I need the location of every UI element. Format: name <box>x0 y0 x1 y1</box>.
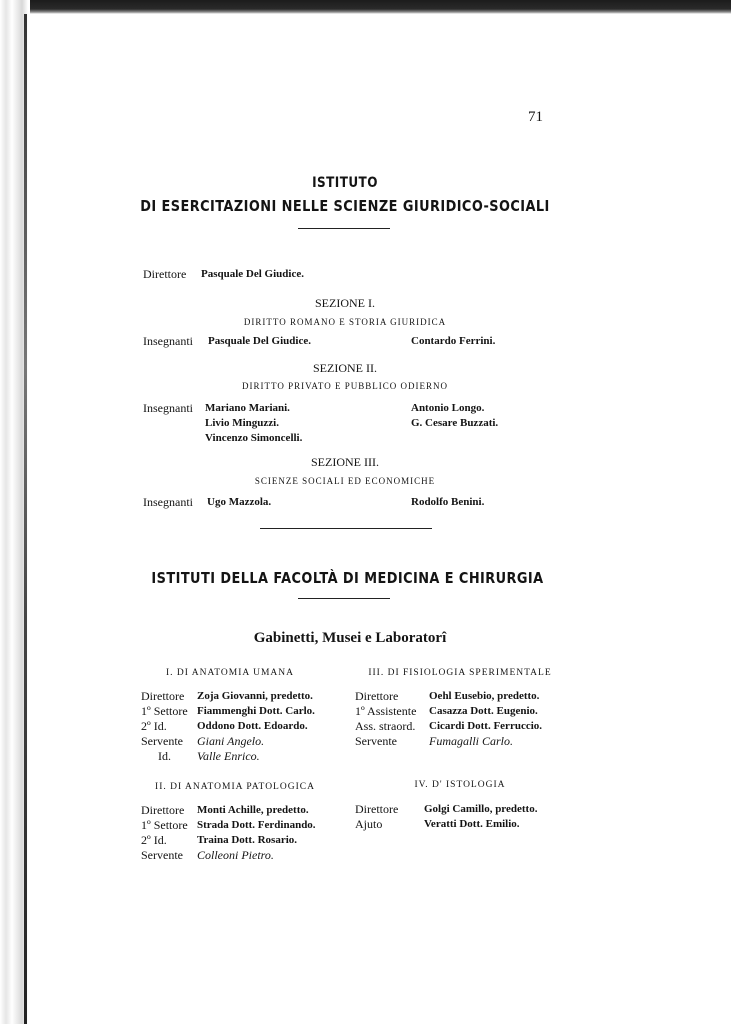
direttore-name: Pasquale Del Giudice. <box>201 268 304 280</box>
sezione1-teacher: Contardo Ferrini. <box>411 335 496 347</box>
istologia-name: Golgi Camillo, predetto. <box>424 803 538 815</box>
patologica-name: Traina Dott. Rosario. <box>197 834 298 846</box>
patologica-name: Monti Achille, predetto. <box>197 804 309 816</box>
page-number: 71 <box>528 109 543 125</box>
fisiologia-role: Servente <box>355 734 397 748</box>
sezione2-teacher: Livio Minguzzi. <box>205 417 279 429</box>
sezione2-teacher: G. Cesare Buzzati. <box>411 417 499 429</box>
gabinetti-heading: Gabinetti, Musei e Laboratorî <box>253 630 447 646</box>
fisiologia-role: 1º Assistente <box>355 704 417 718</box>
sezione2-heading: SEZIONE II. <box>313 361 377 375</box>
sezione2-teacher: Antonio Longo. <box>411 402 485 414</box>
patologica-role: 2º Id. <box>141 833 167 847</box>
sezione3-heading: SEZIONE III. <box>311 455 379 469</box>
sezione1-label: Insegnanti <box>143 334 193 348</box>
patologica-heading: II. DI ANATOMIA PATOLOGICA <box>155 782 315 792</box>
anatomia-name: Oddono Dott. Edoardo. <box>197 720 308 732</box>
anatomia-role: 2º Id. <box>141 719 167 733</box>
istologia-heading: IV. D' ISTOLOGIA <box>414 780 506 790</box>
anatomia-name: Giani Angelo. <box>197 734 265 748</box>
anatomia-role: Id. <box>158 749 171 763</box>
anatomia-name: Valle Enrico. <box>197 749 260 763</box>
anatomia-role: Servente <box>141 734 183 748</box>
istologia-name: Veratti Dott. Emilio. <box>424 818 520 830</box>
patologica-role: Servente <box>141 848 183 862</box>
sezione2-label: Insegnanti <box>143 401 193 415</box>
fisiologia-name: Oehl Eusebio, predetto. <box>429 690 540 702</box>
fisiologia-role: Ass. straord. <box>355 719 416 733</box>
patologica-role: 1º Settore <box>141 818 188 832</box>
medicina-title: ISTITUTI DELLA FACOLTÀ DI MEDICINA E CHIRURGIA <box>151 569 544 587</box>
patologica-name: Strada Dott. Ferdinando. <box>197 819 316 831</box>
istituto-title-line1: ISTITUTO <box>312 175 378 191</box>
fisiologia-name: Fumagalli Carlo. <box>429 734 514 748</box>
fisiologia-name: Cicardi Dott. Ferruccio. <box>429 720 543 732</box>
sezione1-heading: SEZIONE I. <box>315 296 375 310</box>
anatomia-heading: I. DI ANATOMIA UMANA <box>165 668 295 678</box>
sezione1-subheading: DIRITTO ROMANO E STORIA GIURIDICA <box>243 317 447 327</box>
sezione3-teacher: Ugo Mazzola. <box>207 496 272 508</box>
sezione2-teacher: Mariano Mariani. <box>205 402 290 414</box>
sezione3-subheading: SCIENZE SOCIALI ED ECONOMICHE <box>254 476 436 486</box>
patologica-role: Direttore <box>141 803 185 817</box>
sezione3-teacher: Rodolfo Benini. <box>411 496 485 508</box>
istologia-role: Direttore <box>355 802 399 816</box>
sezione1-teacher: Pasquale Del Giudice. <box>208 335 311 347</box>
sezione2-teacher: Vincenzo Simoncelli. <box>205 432 303 444</box>
section-divider <box>260 528 432 529</box>
anatomia-role: Direttore <box>141 689 185 703</box>
istituto-title-line2: DI ESERCITAZIONI NELLE SCIENZE GIURIDICO-SOCIALI <box>140 197 550 215</box>
anatomia-name: Zoja Giovanni, predetto. <box>197 690 313 702</box>
binding-shadow <box>24 14 27 1024</box>
fisiologia-heading: III. DI FISIOLOGIA SPERIMENTALE <box>368 668 552 678</box>
sezione2-subheading: DIRITTO PRIVATO E PUBBLICO ODIERNO <box>241 381 448 391</box>
patologica-name: Colleoni Pietro. <box>197 848 274 862</box>
fisiologia-role: Direttore <box>355 689 399 703</box>
fisiologia-name: Casazza Dott. Eugenio. <box>429 705 538 717</box>
istologia-role: Ajuto <box>355 817 383 831</box>
anatomia-role: 1º Settore <box>141 704 188 718</box>
title-rule <box>298 228 390 229</box>
scan-top-edge <box>0 0 731 14</box>
medicina-rule <box>298 598 390 599</box>
direttore-label: Direttore <box>143 267 187 281</box>
sezione3-label: Insegnanti <box>143 495 193 509</box>
anatomia-name: Fiammenghi Dott. Carlo. <box>197 705 315 717</box>
